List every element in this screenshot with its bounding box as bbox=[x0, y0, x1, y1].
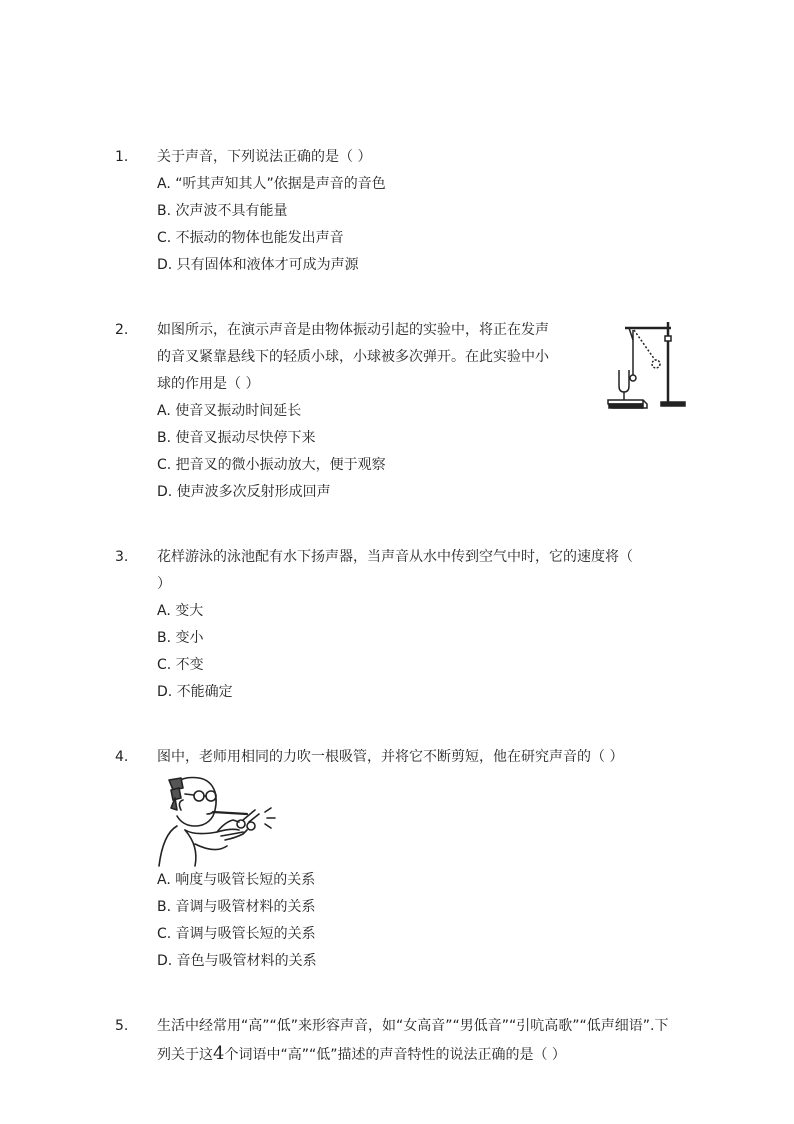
option-a[interactable]: A. “听其声知其人”依据是声音的音色 bbox=[157, 176, 386, 192]
option-d[interactable]: D. 音色与吸管材料的关系 bbox=[157, 953, 317, 969]
option-c[interactable]: C. 音调与吸管长短的关系 bbox=[157, 926, 316, 942]
option-b[interactable]: B. 次声波不具有能量 bbox=[157, 203, 288, 219]
option-b[interactable]: B. 变小 bbox=[157, 630, 204, 646]
stem-text-post: 个词语中“高”“低”描述的声音特性的说法正确的是（ ） bbox=[224, 1047, 566, 1063]
question-stem-line-2: ） bbox=[157, 576, 171, 592]
option-c[interactable]: C. 把音叉的微小振动放大，便于观察 bbox=[157, 457, 386, 473]
question-stem-line-2 bbox=[157, 1040, 566, 1069]
option-b[interactable]: B. 音调与吸管材料的关系 bbox=[157, 899, 316, 915]
option-a[interactable]: A. 使音叉振动时间延长 bbox=[157, 403, 302, 419]
option-c[interactable]: C. 不变 bbox=[157, 657, 204, 673]
question-stem-line-1: 花样游泳的泳池配有水下扬声器，当声音从水中传到空气中时，它的速度将（ bbox=[157, 549, 633, 565]
option-b[interactable]: B. 使音叉振动尽快停下来 bbox=[157, 430, 316, 446]
question-stem-line-2: 的音叉紧靠悬线下的轻质小球，小球被多次弹开。在此实验中小 bbox=[157, 349, 549, 365]
teacher-blowing-straw-figure bbox=[155, 774, 289, 868]
question-stem-line-1: 如图所示，在演示声音是由物体振动引起的实验中，将正在发声 bbox=[157, 322, 549, 338]
stem-number: 4 bbox=[213, 1043, 225, 1064]
option-a[interactable]: A. 变大 bbox=[157, 603, 204, 619]
option-a[interactable]: A. 响度与吸管长短的关系 bbox=[157, 872, 316, 888]
question-number: 3. bbox=[115, 549, 129, 565]
option-c[interactable]: C. 不振动的物体也能发出声音 bbox=[157, 230, 344, 246]
question-number: 1. bbox=[115, 149, 129, 165]
stem-text-pre: 列关于这 bbox=[157, 1047, 213, 1063]
question-stem: 图中，老师用相同的力吹一根吸管，并将它不断剪短，他在研究声音的（ ） bbox=[157, 749, 624, 765]
option-d[interactable]: D. 不能确定 bbox=[157, 684, 233, 700]
question-number: 2. bbox=[115, 322, 129, 338]
question-stem-line-1: 生活中经常用“高”“低”来形容声音，如“女高音”“男低音”“引吭高歌”“低声细语”.下 bbox=[157, 1018, 669, 1034]
tuning-fork-pendulum-figure bbox=[603, 318, 687, 414]
question-stem-line-3: 球的作用是（ ） bbox=[157, 376, 260, 392]
question-number: 4. bbox=[115, 749, 129, 765]
question-stem: 关于声音，下列说法正确的是（ ） bbox=[157, 149, 372, 165]
option-d[interactable]: D. 只有固体和液体才可成为声源 bbox=[157, 257, 359, 273]
option-d[interactable]: D. 使声波多次反射形成回声 bbox=[157, 484, 331, 500]
question-number: 5. bbox=[115, 1018, 129, 1034]
